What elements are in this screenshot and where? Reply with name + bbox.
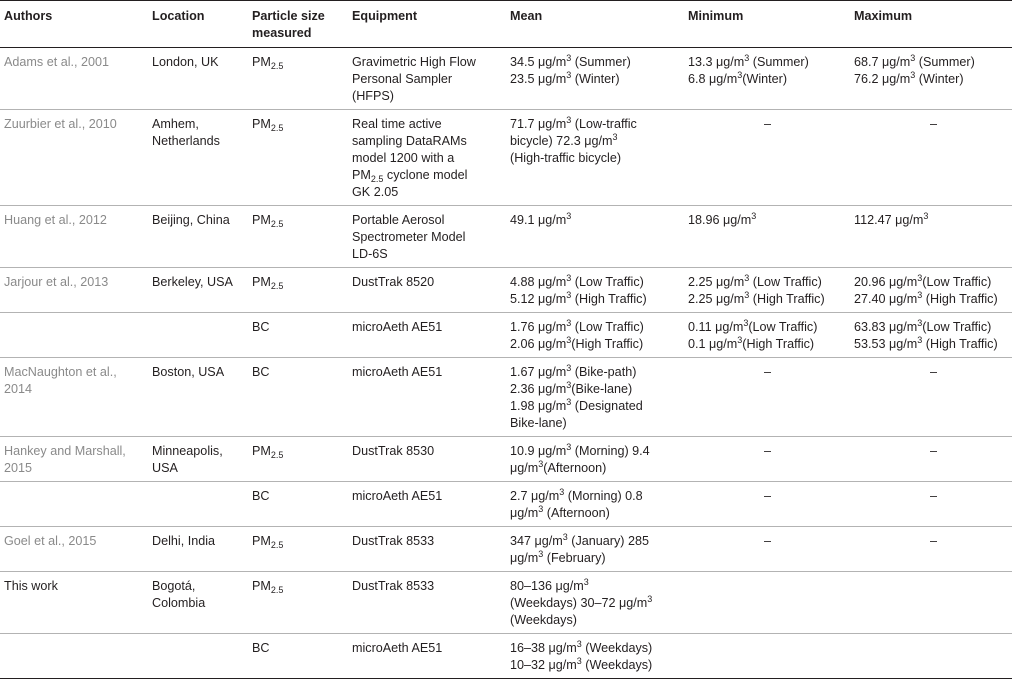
- cell-line: Huang et al., 2012: [4, 213, 107, 227]
- cell-authors: [0, 268, 148, 313]
- cell-line: Gravimetric High Flow: [352, 55, 476, 69]
- cell-minimum: [684, 437, 850, 482]
- cell-equipment: [348, 634, 506, 679]
- cell-line: $\mu g/m^3$ (Afternoon): [510, 504, 610, 520]
- cell-mean: [506, 634, 684, 679]
- cell-line: $PM_{2.5}$: [252, 534, 284, 550]
- cell-line: $PM_{2.5}$: [252, 213, 284, 229]
- cell-line: 112.47 $\mu g/m^3$: [854, 211, 929, 227]
- cell-line: This work: [4, 579, 58, 593]
- header-minimum: Minimum: [684, 1, 850, 48]
- cell-line: 2015: [4, 461, 33, 475]
- cell-line: 1.67 $\mu g/m^3$ (Bike-path): [510, 363, 637, 379]
- cell-equipment: [348, 482, 506, 527]
- cell-particle: [248, 268, 348, 313]
- cell-maximum: [850, 110, 1012, 206]
- cell-line: $PM_{2.5}$: [252, 55, 284, 71]
- cell-line: Delhi, India: [152, 534, 216, 548]
- cell-line: (Weekdays) 30–72 $\mu g/m^3$: [510, 594, 653, 610]
- header-row: [0, 1, 1012, 48]
- cell-line: 2.25 $\mu g/m^3$ (High Traffic): [688, 290, 825, 306]
- cell-location: [148, 313, 248, 358]
- cell-maximum: [850, 527, 1012, 572]
- table-row: [0, 527, 1012, 572]
- cell-line: BC: [252, 489, 270, 503]
- table-row: [0, 482, 1012, 527]
- cell-particle: [248, 634, 348, 679]
- cell-line: 10.9 $\mu g/m^3$ (Morning) 9.4: [510, 442, 650, 458]
- cell-equipment: [348, 572, 506, 634]
- cell-line: 0.11 $\mu g/m^3(Low$ Traffic): [688, 318, 818, 334]
- cell-line: 20.96 $\mu g/m^3(Low$ Traffic): [854, 273, 992, 289]
- cell-equipment: [348, 48, 506, 110]
- cell-line: BC: [252, 365, 270, 379]
- cell-line: 80–136 $\mu g/m^3$: [510, 577, 589, 593]
- cell-authors: [0, 48, 148, 110]
- cell-line: microAeth AE51: [352, 320, 443, 334]
- cell-line: $PM_{2.5}$: [252, 579, 284, 595]
- cell-line: London, UK: [152, 55, 219, 69]
- cell-line: USA: [152, 461, 178, 475]
- cell-maximum: [850, 572, 1012, 634]
- cell-line: 10–32 $\mu g/m^3$ (Weekdays): [510, 656, 653, 672]
- cell-location: [148, 437, 248, 482]
- cell-line: DustTrak 8533: [352, 579, 435, 593]
- table-row: [0, 437, 1012, 482]
- cell-line: DustTrak 8533: [352, 534, 435, 548]
- cell-line: –: [764, 365, 772, 379]
- cell-line: 1.98 $\mu g/m^3$ (Designated: [510, 397, 643, 413]
- cell-line: Jarjour et al., 2013: [4, 275, 109, 289]
- cell-location: [148, 268, 248, 313]
- table-row: [0, 358, 1012, 437]
- cell-line: Colombia: [152, 596, 206, 610]
- header-location: Location: [148, 1, 248, 48]
- cell-equipment: [348, 437, 506, 482]
- cell-line: 2.06 $\mu g/m^3(High$ Traffic): [510, 335, 644, 351]
- cell-mean: [506, 572, 684, 634]
- cell-authors: [0, 313, 148, 358]
- table-row: [0, 268, 1012, 313]
- cell-particle: [248, 358, 348, 437]
- table-body: [0, 48, 1012, 679]
- cell-line: 6.8 $\mu g/m^3(Winter)$: [688, 70, 788, 86]
- cell-minimum: [684, 527, 850, 572]
- cell-line: microAeth AE51: [352, 489, 443, 503]
- cell-line: GK 2.05: [352, 185, 399, 199]
- cell-line: $PM_{2.5}$: [252, 275, 284, 291]
- cell-equipment: [348, 206, 506, 268]
- cell-line: Bike-lane): [510, 416, 567, 430]
- cell-particle: [248, 48, 348, 110]
- cell-line: –: [764, 117, 772, 131]
- cell-equipment: [348, 527, 506, 572]
- cell-line: 68.7 $\mu g/m^3$ (Summer): [854, 53, 975, 69]
- cell-line: –: [930, 365, 938, 379]
- cell-location: [148, 572, 248, 634]
- cell-line: $\mu g/m^3(Afternoon)$: [510, 459, 607, 475]
- header-particle-size: [248, 1, 348, 48]
- cell-line: BC: [252, 641, 270, 655]
- cell-particle: [248, 572, 348, 634]
- cell-line: 0.1 $\mu g/m^3(High$ Traffic): [688, 335, 815, 351]
- cell-mean: [506, 437, 684, 482]
- cell-line: DustTrak 8530: [352, 444, 435, 458]
- cell-line: Berkeley, USA: [152, 275, 233, 289]
- cell-line: MacNaughton et al.,: [4, 365, 117, 379]
- cell-line: Personal Sampler: [352, 72, 453, 86]
- cell-location: [148, 358, 248, 437]
- cell-authors: [0, 572, 148, 634]
- cell-line: 71.7 $\mu g/m^3$ (Low-traffic: [510, 115, 637, 131]
- cell-line: Amhem,: [152, 117, 199, 131]
- cell-line: LD-6S: [352, 247, 388, 261]
- table-row: [0, 634, 1012, 679]
- cell-line: –: [764, 444, 772, 458]
- cell-line: Zuurbier et al., 2010: [4, 117, 117, 131]
- cell-mean: [506, 527, 684, 572]
- cell-line: DustTrak 8520: [352, 275, 435, 289]
- cell-location: [148, 527, 248, 572]
- cell-authors: [0, 634, 148, 679]
- cell-line: Adams et al., 2001: [4, 55, 110, 69]
- cell-mean: [506, 268, 684, 313]
- cell-authors: [0, 358, 148, 437]
- cell-line: 2.36 $\mu g/m^3(Bike-lane)$: [510, 380, 633, 396]
- cell-line: sampling DataRAMs: [352, 134, 467, 148]
- cell-line: –: [764, 489, 772, 503]
- cell-minimum: [684, 206, 850, 268]
- cell-line: 76.2 $\mu g/m^3$ (Winter): [854, 70, 964, 86]
- cell-line: 34.5 $\mu g/m^3$ (Summer): [510, 53, 631, 69]
- cell-minimum: [684, 313, 850, 358]
- cell-maximum: [850, 634, 1012, 679]
- cell-location: [148, 634, 248, 679]
- cell-particle: [248, 527, 348, 572]
- cell-line: 16–38 $\mu g/m^3$ (Weekdays): [510, 639, 653, 655]
- cell-line: Bogotá,: [152, 579, 196, 593]
- cell-particle: [248, 437, 348, 482]
- cell-line: 13.3 $\mu g/m^3$ (Summer): [688, 53, 809, 69]
- cell-mean: [506, 110, 684, 206]
- cell-line: Real time active: [352, 117, 442, 131]
- cell-line: Boston, USA: [152, 365, 225, 379]
- cell-minimum: [684, 110, 850, 206]
- cell-line: Netherlands: [152, 134, 220, 148]
- cell-location: [148, 110, 248, 206]
- cell-line: 53.53 $\mu g/m^3$ (High Traffic): [854, 335, 998, 351]
- cell-authors: [0, 527, 148, 572]
- table-row: [0, 572, 1012, 634]
- cell-particle: [248, 313, 348, 358]
- cell-particle: [248, 110, 348, 206]
- cell-mean: [506, 313, 684, 358]
- cell-particle: [248, 206, 348, 268]
- cell-line: 23.5 $\mu g/m^3$ (Winter): [510, 70, 620, 86]
- cell-mean: [506, 48, 684, 110]
- cell-authors: [0, 437, 148, 482]
- cell-minimum: [684, 482, 850, 527]
- cell-line: Beijing, China: [152, 213, 230, 227]
- header-maximum: Maximum: [850, 1, 1012, 48]
- cell-line: microAeth AE51: [352, 641, 443, 655]
- cell-line: 347 $\mu g/m^3$ (January) 285: [510, 532, 649, 548]
- header-mean: Mean: [506, 1, 684, 48]
- table-row: [0, 313, 1012, 358]
- cell-line: –: [764, 534, 772, 548]
- cell-maximum: [850, 48, 1012, 110]
- cell-line: BC: [252, 320, 270, 334]
- cell-line: 5.12 $\mu g/m^3$ (High Traffic): [510, 290, 647, 306]
- cell-line: Portable Aerosol: [352, 213, 445, 227]
- cell-maximum: [850, 268, 1012, 313]
- header-particle-line1: Particle size: [252, 9, 325, 23]
- cell-mean: [506, 358, 684, 437]
- cell-line: 2.25 $\mu g/m^3$ (Low Traffic): [688, 273, 822, 289]
- cell-minimum: [684, 268, 850, 313]
- cell-authors: [0, 482, 148, 527]
- cell-equipment: [348, 268, 506, 313]
- cell-maximum: [850, 358, 1012, 437]
- cell-line: 18.96 $\mu g/m^3$: [688, 211, 757, 227]
- header-particle-line2: measured: [252, 26, 312, 40]
- table-row: [0, 48, 1012, 110]
- cell-line: 27.40 $\mu g/m^3$ (High Traffic): [854, 290, 998, 306]
- cell-line: bicycle) 72.3 $\mu g/m^3$: [510, 132, 618, 148]
- cell-mean: [506, 482, 684, 527]
- cell-equipment: [348, 110, 506, 206]
- cell-line: 4.88 $\mu g/m^3$ (Low Traffic): [510, 273, 644, 289]
- cell-line: Spectrometer Model: [352, 230, 466, 244]
- cell-minimum: [684, 634, 850, 679]
- cell-line: $PM_{2.5}$ cyclone model: [352, 168, 468, 184]
- cell-line: 2.7 $\mu g/m^3$ (Morning) 0.8: [510, 487, 643, 503]
- cell-maximum: [850, 482, 1012, 527]
- cell-minimum: [684, 572, 850, 634]
- cell-line: Goel et al., 2015: [4, 534, 97, 548]
- cell-minimum: [684, 48, 850, 110]
- table-row: [0, 110, 1012, 206]
- cell-line: –: [930, 444, 938, 458]
- cell-particle: [248, 482, 348, 527]
- cell-line: microAeth AE51: [352, 365, 443, 379]
- cell-line: (Weekdays): [510, 613, 577, 627]
- cell-line: Minneapolis,: [152, 444, 223, 458]
- cell-authors: [0, 206, 148, 268]
- cell-maximum: [850, 206, 1012, 268]
- cell-line: –: [930, 117, 938, 131]
- cell-line: –: [930, 534, 938, 548]
- cell-line: $PM_{2.5}$: [252, 117, 284, 133]
- cell-maximum: [850, 437, 1012, 482]
- table-row: [0, 206, 1012, 268]
- cell-authors: [0, 110, 148, 206]
- header-authors: Authors: [0, 1, 148, 48]
- cell-line: (High-traffic bicycle): [510, 151, 622, 165]
- cell-location: [148, 206, 248, 268]
- cell-equipment: [348, 313, 506, 358]
- cell-line: Hankey and Marshall,: [4, 444, 126, 458]
- cell-line: 1.76 $\mu g/m^3$ (Low Traffic): [510, 318, 644, 334]
- cell-line: $\mu g/m^3$ (February): [510, 549, 606, 565]
- cell-line: $PM_{2.5}$: [252, 444, 284, 460]
- cell-line: (HFPS): [352, 89, 394, 103]
- cell-line: 49.1 $\mu g/m^3$: [510, 211, 572, 227]
- cell-minimum: [684, 358, 850, 437]
- cell-location: [148, 48, 248, 110]
- cell-line: 63.83 $\mu g/m^3(Low$ Traffic): [854, 318, 992, 334]
- cell-location: [148, 482, 248, 527]
- cell-line: –: [930, 489, 938, 503]
- cell-mean: [506, 206, 684, 268]
- cell-line: 2014: [4, 382, 33, 396]
- cell-equipment: [348, 358, 506, 437]
- cell-line: model 1200 with a: [352, 151, 455, 165]
- header-equipment: Equipment: [348, 1, 506, 48]
- cell-maximum: [850, 313, 1012, 358]
